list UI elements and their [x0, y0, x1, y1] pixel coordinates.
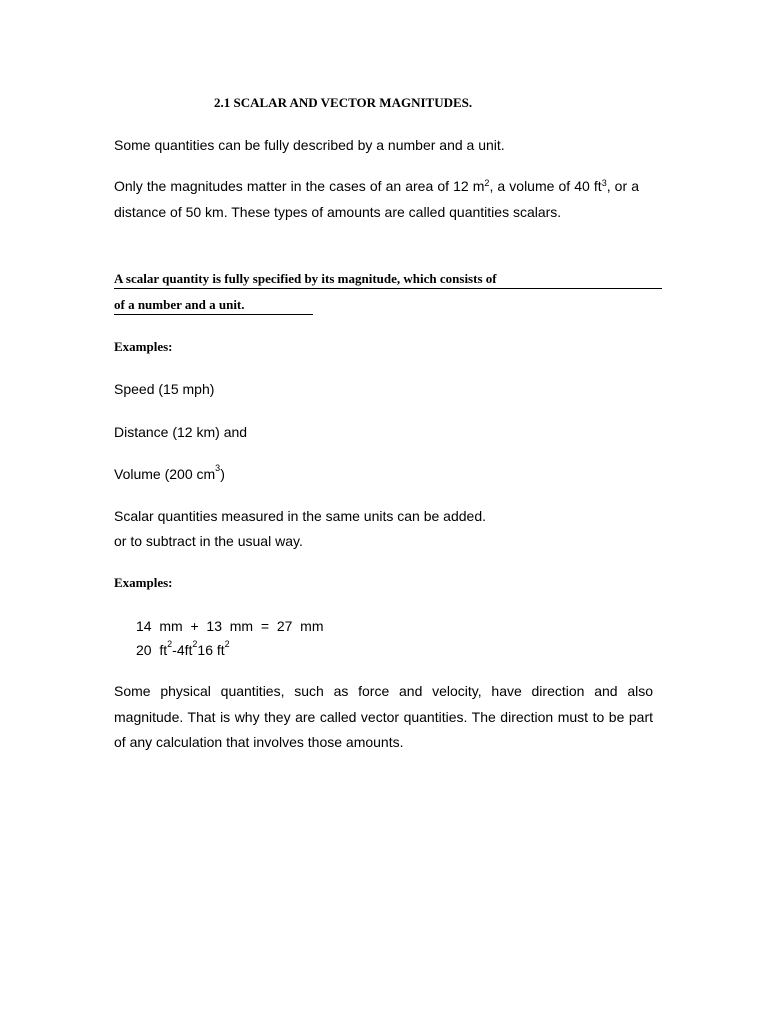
equation-exp-a: 2 — [167, 639, 173, 649]
equation-term-a: 20 ft — [136, 642, 168, 658]
equation-exp-c: 2 — [224, 639, 230, 649]
magnitudes-text-3: , or a distance of 50 km. These types of amounts are called quantities scalars. — [114, 178, 639, 220]
magnitudes-text-1: Only the magnitudes matter in the cases of an area of 12 m — [114, 178, 485, 194]
addition-line-1: Scalar quantities measured in the same units can be added. — [114, 508, 487, 524]
definition-line-1: A scalar quantity is fully specified by its magnitude, which consists of — [114, 271, 662, 289]
equation-subtraction — [136, 639, 230, 658]
magnitudes-paragraph — [114, 174, 639, 225]
intro-sentence: Some quantities can be fully described by a number and a unit. — [114, 137, 505, 153]
area-exponent: 2 — [484, 178, 490, 188]
example-volume-exponent: 3 — [215, 463, 221, 473]
equation-addition: 14 mm + 13 mm = 27 mm — [136, 618, 324, 634]
equation-term-b: -4ft — [172, 642, 193, 658]
volume-exponent: 3 — [601, 178, 607, 188]
examples-heading-1: Examples: — [114, 339, 173, 354]
example-speed: Speed (15 mph) — [114, 381, 215, 397]
definition-line-2: of a number and a unit. — [114, 297, 313, 315]
equation-exp-b: 2 — [192, 639, 198, 649]
example-volume-close: ) — [220, 466, 225, 482]
section-title: 2.1 SCALAR AND VECTOR MAGNITUDES. — [214, 95, 473, 110]
example-volume — [114, 463, 225, 482]
magnitudes-text-2: , a volume of 40 ft — [489, 178, 602, 194]
example-volume-text: Volume (200 cm — [114, 466, 216, 482]
vector-paragraph: Some physical quantities, such as force and velocity, have direction and also magnitude. That is why they are called vector quantities. The direction must to be part of any calculation that involves those amounts. — [114, 683, 653, 750]
example-distance: Distance (12 km) and — [114, 424, 248, 440]
equation-term-c: 16 ft — [197, 642, 225, 658]
addition-line-2: or to subtract in the usual way. — [114, 533, 303, 549]
examples-heading-2: Examples: — [114, 575, 173, 590]
